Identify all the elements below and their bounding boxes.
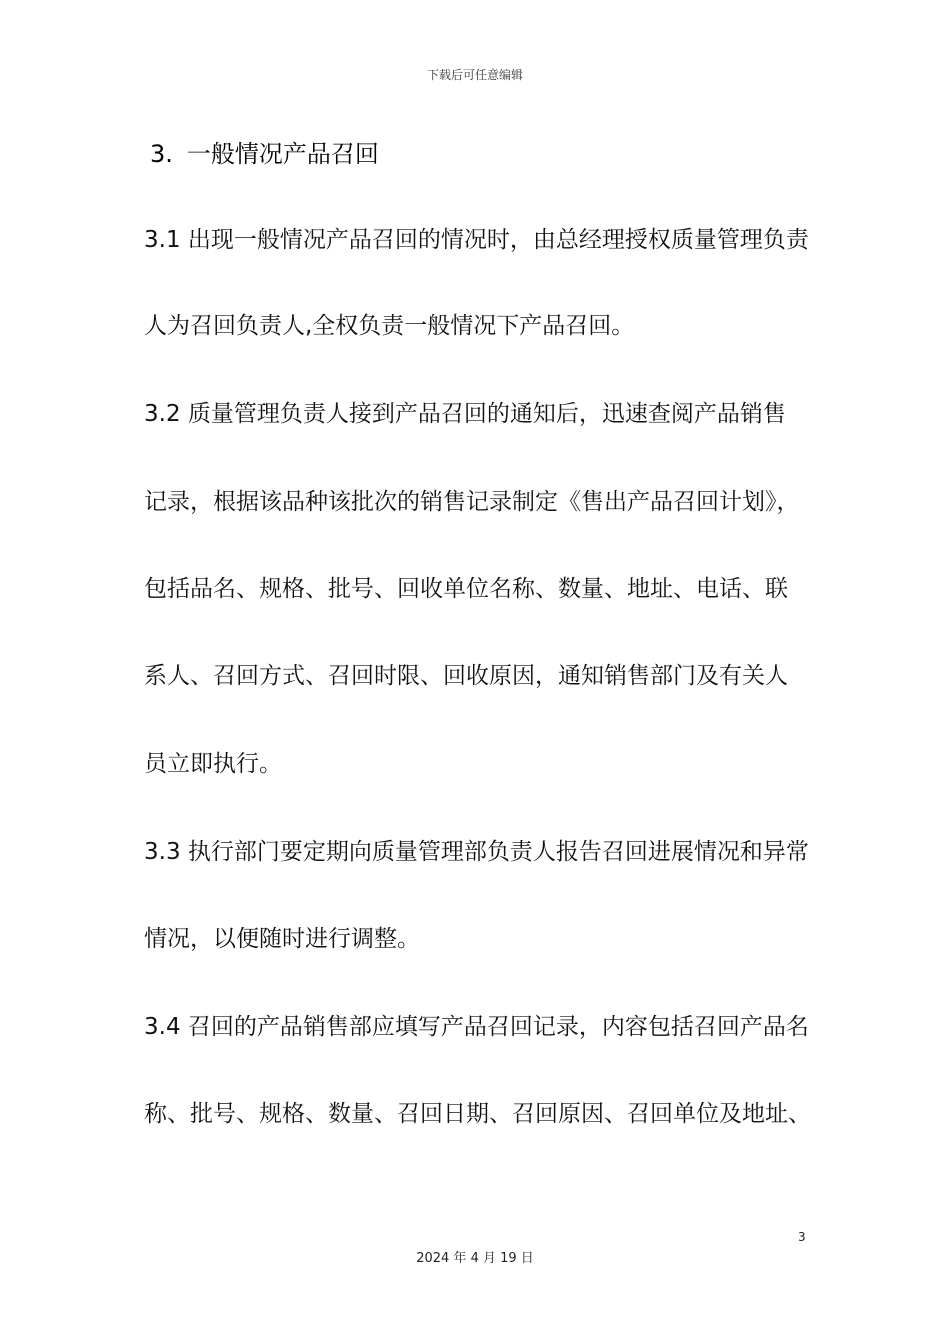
section-title: 一般情况产品召回 [186,140,379,168]
body-line: 3.2 质量管理负责人接到产品召回的通知后，迅速查阅产品销售 [144,401,786,427]
body-line: 系人、召回方式、召回时限、回收原因，通知销售部门及有关人 [144,663,788,689]
header-note: 下载后可任意编辑 [426,68,523,82]
footer-date: 2024 年 4 月 19 日 [416,1251,534,1266]
body-line: 员立即执行。 [144,751,282,777]
body-line: 包括品名、规格、批号、回收单位名称、数量、地址、电话、联 [144,576,788,602]
body-line: 3.3 执行部门要定期向质量管理部负责人报告召回进展情况和异常 [144,839,809,865]
body-line: 3.1 出现一般情况产品召回的情况时，由总经理授权质量管理负责 [144,227,809,253]
body-line: 称、批号、规格、数量、召回日期、召回原因、召回单位及地址、 [144,1101,811,1127]
section-heading [150,134,379,169]
body-line: 3.4 召回的产品销售部应填写产品召回记录，内容包括召回产品名 [144,1014,809,1040]
section-number: 3. [150,140,173,168]
body-line: 人为召回负责人,全权负责一般情况下产品召回。 [144,313,635,339]
body-line: 记录，根据该品种该批次的销售记录制定《售出产品召回计划》， [144,489,800,515]
page-number: 3 [798,1230,806,1244]
body-line: 情况，以便随时进行调整。 [144,926,420,952]
